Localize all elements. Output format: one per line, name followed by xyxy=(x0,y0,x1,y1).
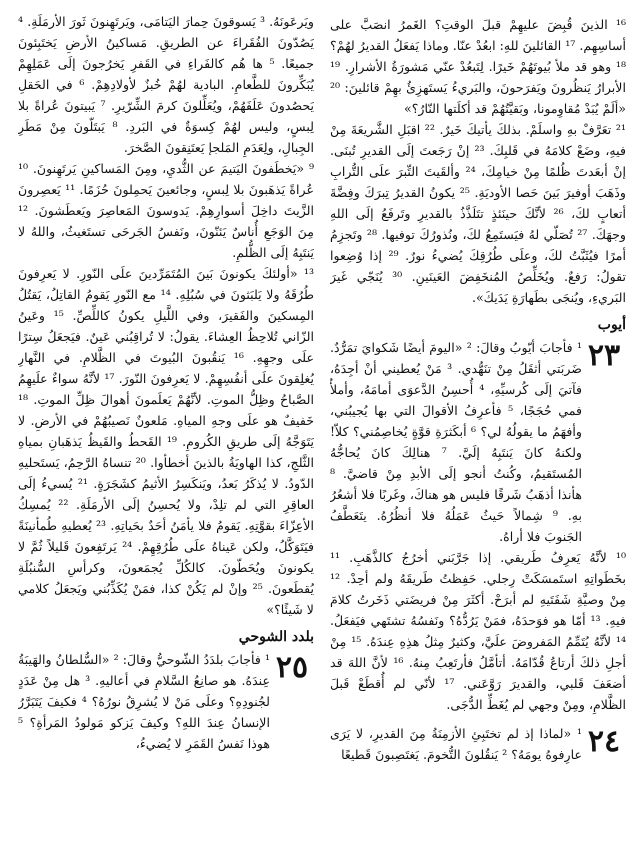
verse-paragraph: ⁹ «يَخطَفونَ اليَتيمَ عن الثُّديِ، ومِنَ المَساكينِ يَرتَهِنونَ. ¹⁰ عُراةً يَذهَبونَ بلا لِبسٍ، وجائعينَ يَحمِلونَ حُزَمًا. ¹¹ يَعصِرونَ الزَّيتَ داخِلَ أسوارِهِمْ. يَدوسونَ المَعاصِرَ ويَعطَشونَ. ¹² مِنَ الوَجَعِ أُناسٌ يَئنّونَ، ونَفسُ الجَرحَى تستَغيثُ، واللهُ لا يَنتَبِهُ إلَى الظُّلمِ. xyxy=(18,161,314,260)
section-title: بلدد الشوحي xyxy=(238,629,314,645)
chapter-body xyxy=(18,649,270,754)
verse-paragraph: ¹⁶ الذينَ قُبِضَ عليهِمْ قبلَ الوقتِ؟ الغَمرُ انصَبَّ على أساسِهِم. ¹⁷ القائلينَ للهِ: ابعُدْ عنّا. وماذا يَفعَلُ القديرُ لهُمْ؟ xyxy=(330,17,626,53)
chapter-24 xyxy=(330,723,626,765)
verse-paragraph: ¹³ «أولئكَ يكونونَ بَينَ المُتَمَرِّدينَ علَى النّورِ. لا يَعرِفونَ طُرُقَهُ ولا يَلبَثونَ في سُبُلِهِ. ¹⁴ مع النّورِ يَقومُ القاتِلُ، يَقتُلُ المِسكينَ والفَقيرَ، وفي اللَّيلِ يكونُ كاللِّصِّ. ¹⁵ وعَينُ الزّاني تُلاحِظُ العِشاءَ. يقولُ: لا تُراقِبُني عَينٌ. فيَجعَلُ سِترًا علَى وجهِهِ. ¹⁶ يَنقُبونَ البُيوتَ في الظَّلامِ. في النَّهارِ يُغلِقونَ علَى أنفُسِهِمْ. لا يَعرِفونَ النّورَ. ¹⁷ لأنَّهُ سواءٌ علَيهِمُ الصَّباحُ وظِلُّ الموتِ. لأنَّهُمْ يَعلَمونَ أهوالَ ظِلِّ الموتِ. ¹⁸ خَفيفٌ هو علَى وجهِ المياهِ. مَلعونٌ نَصيبُهُمْ في الأرضِ. لا يَتَوَجَّهُ إلَى طريقِ الكُرومِ. ¹⁹ القَحطُ والقَيظُ يَذهَبانِ بمياهِ الثَّلجِ، كذا الهاويَةُ بالذينَ أخطأوا. ²⁰ تنساهُ الرَّحِمُ، يَستَحليهِ الدّودُ. لا يُذكَرُ بَعدُ، ويَنكَسِرُ الأثيمُ كشَجَرَةٍ. ²¹ يُسيءُ إلَى العاقِرِ التي لم تلِدْ، ولا يُحسِنُ إلَى الأرمَلَةِ. ²² يُمسِكُ الأعِزّاءَ بقوَّتِهِ. يَقومُ فلا يأمَنُ أحَدٌ بحَياتِهِ. ²³ يُعطيهِ طُمأنينَةً فيَتَوَكَّلُ، ولكن عَيناهُ علَى طُرُقِهِمْ. ²⁴ يَرتَفِعونَ قَليلاً ثُمَّ لا يكونونَ ويُحَطّونَ. كالكُلِّ يُجمَعونَ، وكرأسِ السُّنبُلَةِ يُقطَعونَ. ²⁵ وإنْ لم يَكُنْ كذا، فمَنْ يُكَذِّبُني ويَجعَلُ كلامي لا شَيئًا؟» xyxy=(18,266,314,617)
chapter-number: ٢٤ xyxy=(587,724,621,759)
chapter-number: ٢٣ xyxy=(587,338,621,373)
verse-paragraph: ¹⁸ وهو قد ملأ بُيوتَهُمْ خَيرًا. لِتَبعُدْ عنّي مَشورَةُ الأشرارِ. ¹⁹ الأبرارُ يَنظُرونَ ويَفرَحونَ، والبَريءُ يَستَهزِئُ بهِمْ قائلينَ: ²⁰ «ألَمْ يُبَدْ مُقاوِمونا، وبَقيَّتُهُمْ قد أكلَتها النّارُ؟» xyxy=(330,59,626,116)
right-column xyxy=(330,14,626,831)
chapter-body xyxy=(330,723,582,765)
verse-paragraph: ²¹ تعَرَّفْ بهِ واسلَمْ. بذلكَ يأتيكَ خَيرٌ. ²² اقبَلِ الشَّريعَةَ مِنْ فيهِ، وضَعْ كلامَهُ في قَلبِكَ. ²³ إنْ رَجَعتَ إلَى القديرِ تُبنَى. إنْ أبعَدتَ ظُلمًا مِنْ خيامِكَ، ²⁴ وألقَيتَ التِّبرَ علَى التُّرابِ وذَهَبَ أوفيرَ بَينَ حَصا الأوديَةِ. ²⁵ يكونُ القديرُ تِبرَكَ وفِضَّةَ أتعابٍ لكَ، ²⁶ لأنَّكَ حينَئذٍ تتَلَذَّذُ بالقديرِ وتَرفَعُ إلَى اللهِ وجهَكَ. ²⁷ تُصَلّي لهُ فيَستَمِعُ لكَ، ونُذورُكَ توفيها. ²⁸ وتَجزِمُ أمرًا فيُثَبَّتُ لكَ، وعلَى طُرُقِكَ يُضيءُ نورٌ. ²⁹ إذا وُضِعوا تقولُ: رَفعٌ. ويُخَلِّصُ المُنخَفِضَ العَينَينِ. ³⁰ يُنَجّي غَيرَ البَريءِ، ويُنجَى بطَهارَةِ يَدَيكَ». xyxy=(330,122,626,305)
chapter-25 xyxy=(18,649,314,754)
verse-paragraph: ¹ «لماذا إذ لم تختَبِئِ الأزمِنَةُ مِنَ القديرِ، لا يَرَى عارِفوهُ يومَهُ؟ ² يَنقُلونَ التُّخومَ. يَغتَصِبونَ قَطيعًا xyxy=(330,726,582,762)
column-gutter xyxy=(314,14,330,831)
section-title: أيوب xyxy=(597,317,626,333)
verse-paragraph: ويَرعَونَهُ. ³ يَسوقونَ حِمارَ اليَتامَى، ويَرتَهِنونَ ثَورَ الأرمَلَةِ. ⁴ يَصُدّونَ الفُقَراءَ عن الطريقِ. مَساكينُ الأرضِ يَختَبِئونَ جميعًا. ⁵ ها هُم كالفَراءِ في القَفرِ يَخرُجونَ إلَى عَمَلِهِمْ يُبَكِّرونَ للطَّعامِ. البادية لهُمْ خُبزٌ لأولادِهِمْ. ⁶ في الحَقلِ يَحصُدونَ عَلَفَهُمْ، ويُعَلِّلونَ كرمَ الشِّرّيرِ. ⁷ يَبيتونَ عُراةً بلا لِبسٍ، وليس لهُمْ كِسوَةٌ في البَردِ. ⁸ يَبتَلّونَ مِنْ مَطَرِ الجِبالِ، ولِعَدَمِ المَلجإ يَعتَنِقونَ الصَّخرَ. xyxy=(18,14,314,155)
section-heading-job xyxy=(330,314,626,335)
left-column xyxy=(18,11,314,831)
section-heading-bildad xyxy=(18,626,314,647)
chapter-number: ٢٥ xyxy=(275,650,309,685)
verse-paragraph: ¹⁰ لأنَّهُ يَعرِفُ طَريقي. إذا جَرَّبَني أخرُجُ كالذَّهَبِ. ¹¹ بخَطَواتِهِ استَمسَكَتْ رِجلي. حَفِظتُ طَريقَهُ ولم أحِدْ. ¹² مِنْ وصيَّةِ شَفَتَيهِ لم أبرَحْ. أكثَرَ مِنْ فريضَتي ذَخَرتُ كلامَ فيهِ. ¹³ أمّا هو فوَحدَهُ، فمَنْ يَرُدُّهُ؟ ونَفسُهُ تشتَهي فيَفعَلُ. ¹⁴ لأنَّهُ يُتَمِّمُ المَفروضَ علَيَّ، وكثيرٌ مِثلُ هذِهِ عِندَهُ. ¹⁵ مِنْ أجلِ ذلكَ أرتاعُ قُدّامَهُ. أتأمَّلُ فأرتَعِبُ مِنهُ. ¹⁶ لأنَّ اللهَ قد أضعَفَ قَلبي، والقديرَ رَوَّعَني. ¹⁷ لأنّي لم أُقطَعْ قَبلَ الظَّلامِ، ومِنْ وجهي لم يُغَطِّ الدُّجَى. xyxy=(330,550,626,712)
chapter-body xyxy=(330,337,582,547)
chapter-23 xyxy=(330,337,626,547)
verse-paragraph: ¹ فأجابَ بلدَدُ الشّوحيُّ وقالَ: ² «السُّلطانُ والهَيبَةُ عِندَهُ. هو صانِعُ السَّلامِ في أعاليهِ. ³ هل مِنْ عَدَدٍ لجُنودِهِ؟ وعلَى مَنْ لا يُشرِقُ نورُهُ؟ ⁴ فكيفَ يَتَبَرَّرُ الإنسانُ عِندَ اللهِ؟ وكيفَ يَزكو مَولودُ المَرأةِ؟ ⁵ هوذا نَفسُ القَمَرِ لا يُضيءُ، xyxy=(18,652,270,751)
verse-paragraph: ¹ فأجابَ أيّوبُ وقالَ: ² «اليومَ أيضًا شَكوايَ تمَرُّدٌ. ضَربَتي أثقَلُ مِنْ تنَهُّدي. ³ مَنْ يُعطيني أنْ أجِدَهُ، فآتيَ إلَى كُرسيِّهِ، ⁴ أُحسِنُ الدَّعوَى أمامَهُ، وأملأُ فمي حُجَجًا، ⁵ فأعرِفُ الأقوالَ التي بها يُجيبُني، وأفهَمُ ما يقولُهُ لي؟ ⁶ أبكَثرَةِ قوَّةٍ يُخاصِمُني؟ كلاّ! ولكنهُ كانَ يَنتَبِهُ إلَيَّ. ⁷ هنالِكَ كانَ يُحاجُّهُ المُستَقيمُ، وكُنتُ أنجو إلَى الأبدِ مِنْ قاضيَّ. ⁸ هأنذا أذهَبُ شَرقًا فليس هو هناكَ، وغَربًا فلا أشعُرُ بهِ. ⁹ شِمالاً حَيثُ عَمَلُهُ فلا أنظُرُهُ. يتَعَطَّفُ الجَنوبَ فلا أراهُ. xyxy=(330,340,582,544)
